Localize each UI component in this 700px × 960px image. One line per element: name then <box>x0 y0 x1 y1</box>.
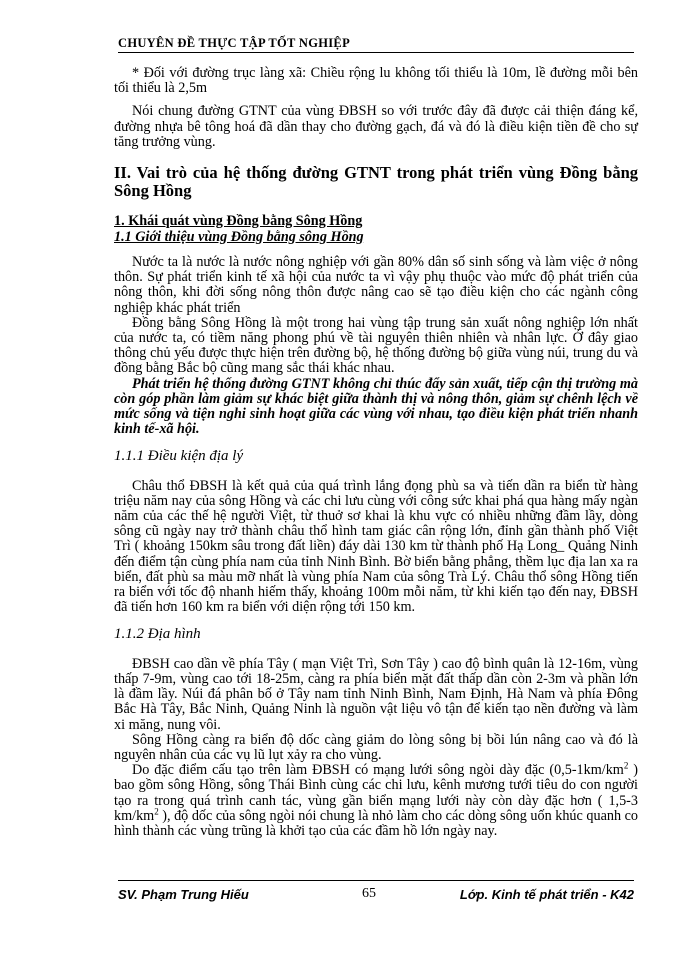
page-header <box>118 36 634 53</box>
section-heading: II. Vai trò của hệ thống đường GTNT trong phát triển vùng Đồng bằng Sông Hồng <box>114 163 638 201</box>
page-footer <box>118 880 634 907</box>
superscript-2: 2 <box>154 805 159 816</box>
paragraph-red-river-delta: Đồng bằng Sông Hồng là một trong hai vùng tập trung sản xuất nông nghiệp lớn nhất của nước ta, có tiềm năng phong phú về tài nguyên thiên nhiên và nhân lực. Ở đây giao thông chủ yếu được thực hiện trên đường bộ, hệ thống đường bộ giữa vùng núi, trung du và đồng bằng Bắc bộ cũng mang sắc thái khác nhau. <box>114 314 638 377</box>
heading-geography: 1.1.1 Điều kiện địa lý <box>114 448 244 465</box>
paragraph-road-summary: Nói chung đường GTNT của vùng ĐBSH so với trước đây đã được cải thiện đáng kể, đường nhựa bê tông hoá đã dần thay cho đường gạch, đá và đó là điều kiện tiền đề cho sự tăng trưởng vùng. <box>114 103 638 150</box>
footer-author: SV. Phạm Trung Hiếu <box>118 887 249 902</box>
paragraph-rural-roads-role: Phát triển hệ thống đường GTNT không chỉ thúc đẩy sản xuất, tiếp cận thị trường mà còn góp phần làm giảm sự khác biệt giữa thành thị và nông thôn, giảm sự chênh lệch về mức sống và tiện nghi sinh hoạt giữa các vùng với nhau, tạo điều kiện phát triển nhanh kinh tế-xã hội. <box>114 375 638 438</box>
paragraph-geography: Châu thổ ĐBSH là kết quả của quá trình lắng đọng phù sa và tiến dần ra biển từ hàng triệu năm nay của sông Hồng và các chi lưu cùng với công sức khai phá qua hàng mấy ngàn năm của các thế hệ người Việt, từ thuở sơ khai là khu vực có nhiều những đầm lầy, dòng sông cũ ngày nay trở thành châu thổ hình tam giác cân rộng lớn, đỉnh gần thành phố Việt Trì ( khoảng 150km sâu trong đất liền) đáy dài 130 km từ thành phố Hạ Long_ Quảng Ninh đến điểm tận cùng phía nam của tỉnh Ninh Bình. Bờ biển bằng phẳng, thềm lục địa lan xa ra biển, đất phù sa màu mỡ nhất là vùng phía Nam của sông Trà Lý. Châu thổ sông Hồng tiến ra biển với tốc độ nhanh hiếm thấy, khoảng 100m mỗi năm, từ khi kiến tạo đến nay, ĐBSH đã tiến hơn 160 km ra biển với diện rộng tới 150 km. <box>114 477 638 616</box>
footer-class-label: Lớp. Kinh tế phát triển - K42 <box>459 887 634 902</box>
header-title: CHUYÊN ĐỀ THỰC TẬP TỐT NGHIỆP <box>118 36 351 50</box>
paragraph-river-slope: Sông Hồng càng ra biển độ dốc càng giảm do lòng sông bị bồi lún nâng cao và đó là nguyên nhân của các vụ lũ lụt xảy ra cho vùng. <box>114 731 638 763</box>
river-network-text-b: ) bao gồm sông Hồng, sông Thái Bình cùng các chi lưu, kênh mương tưới tiêu do con người tạo ra trong quá trình canh tác, vùng gần biển mạng lưới này còn dày đặc hơn ( 1,5-3 km/km <box>114 762 638 824</box>
subsection-heading-1: 1. Khái quát vùng Đồng bằng Sông Hồng <box>114 213 363 230</box>
superscript-1: 2 <box>623 760 629 771</box>
subsection-heading-1-1: 1.1 Giới thiệu vùng Đồng bằng sông Hồng <box>114 228 364 245</box>
paragraph-river-network <box>114 760 638 839</box>
page-body <box>114 66 638 839</box>
river-network-text-c: ), độ dốc của sông ngòi nói chung là nhỏ làm cho các dòng sông uốn khúc quanh co hình thành các vùng trũng là khởi tạo của các đầm hồ lớn ngày nay. <box>114 807 638 839</box>
river-network-text-a: Do đặc điểm cấu tạo trên làm ĐBSH có mạng lưới sông ngòi dày đặc (0,5-1km/km <box>132 762 624 779</box>
footer-page-number: 65 <box>362 886 376 901</box>
heading-terrain: 1.1.2 Địa hình <box>114 626 201 643</box>
paragraph-intro: Nước ta là nước là nước nông nghiệp với gần 80% dân số sinh sống và làm việc ở nông thôn. Sự phát triển kinh tế xã hội của nước ta vì vậy phụ thuộc vào mức độ phát triển của nông thôn, khi đời sống nông thôn được nâng cao sẽ tạo điều kiện cho các ngành công nghiệp khác phát triển <box>114 254 638 316</box>
paragraph-terrain: ĐBSH cao dần về phía Tây ( mạn Việt Trì, Sơn Tây ) cao độ bình quân là 12-16m, vùng thấp 7-9m, vùng cao tới 18-25m, càng ra phía biển mặt đất thấp dần còn 2-3m và phần lớn là đầm lầy. Núi đá phân bố ở Tây nam tỉnh Ninh Bình, Nam Định, Hà Nam và phía Đông Bắc Hà Tây, Bắc Ninh, Quảng Ninh là nguồn vật liệu vô tận để kiến tạo nền đường và làm xi măng, nung vôi. <box>114 655 638 733</box>
paragraph-road-width: * Đối với đường trục làng xã: Chiều rộng lu không tối thiểu là 10m, lề đường mỗi bên tối thiểu là 2,5m <box>114 65 638 97</box>
